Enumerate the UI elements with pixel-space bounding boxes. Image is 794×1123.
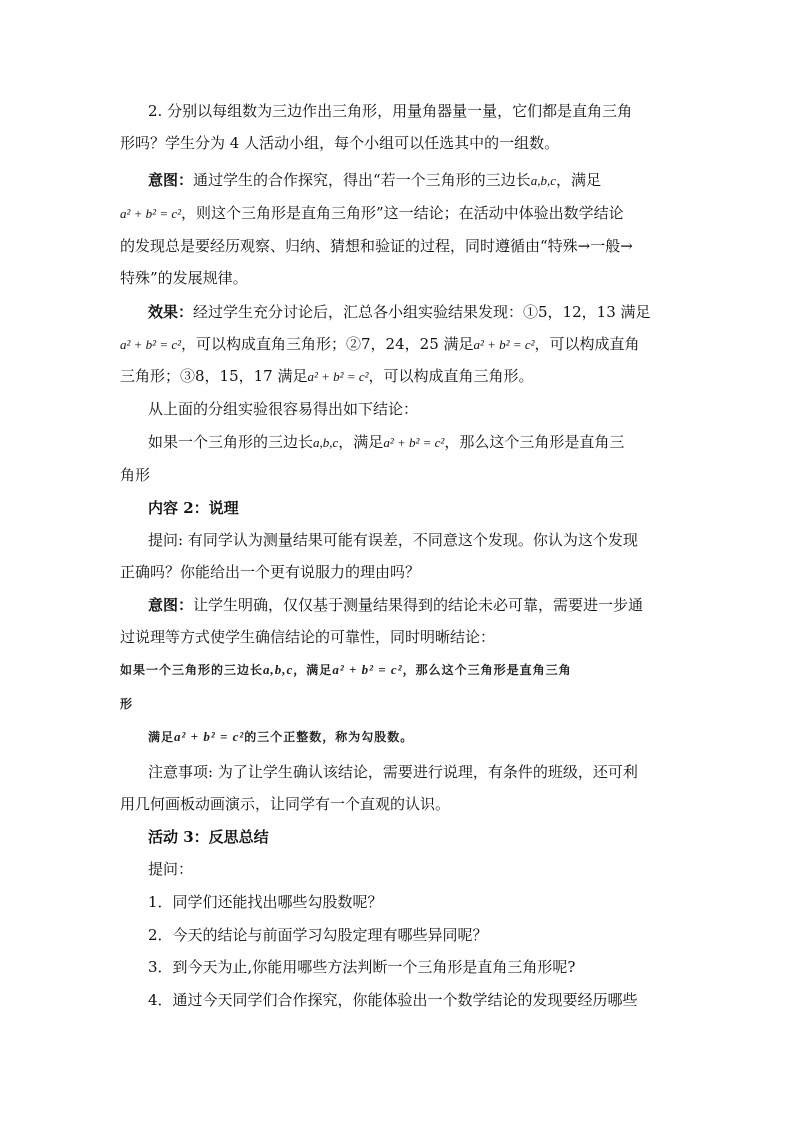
effect-text-1: 经过学生充分讨论后，汇总各小组实验结果发现：①5，12，13 满足: [193, 303, 651, 321]
handwritten-line-3: [148, 727, 413, 747]
handwritten-text-1b: ，满足: [293, 663, 333, 677]
intent1-line-4: 特殊”的发展规律。: [120, 269, 248, 287]
conclusion-math-sides: a,b,c: [313, 435, 339, 450]
intent2-line-2: 过说理等方式使学生确信结论的可靠性，同时明晰结论：: [120, 628, 496, 646]
handwritten-text-3b: 的三个正整数，称为勾股数。: [244, 730, 414, 744]
pythagoras-formula: a² + b² = c²: [473, 337, 535, 352]
intent1-line-3: 的发现总是要经历观察、归纳、猜想和验证的过程，同时遵循由“特殊→一般→: [120, 237, 633, 255]
question-item-3: 3．到今天为止,你能用哪些方法判断一个三角形是直角三角形呢?: [148, 958, 576, 976]
effect-text-2: ，可以构成直角三角形；②7，24，25 满足: [181, 335, 474, 353]
content2-heading: 内容 2：说理: [148, 499, 239, 517]
conclusion-text-1b: ，满足: [338, 433, 384, 451]
question-line-2: 正确吗？你能给出一个更有说服力的理由吗？: [120, 563, 421, 581]
effect-line-2: [120, 334, 640, 355]
pythagoras-formula: a² + b² = c²: [120, 337, 182, 352]
question-item-1: 1．同学们还能找出哪些勾股数呢？: [148, 893, 383, 911]
pythagoras-formula: a² + b² = c²: [307, 369, 369, 384]
intent2-text-1: 让学生明确，仅仅基于测量结果得到的结论未必可靠，需要进一步通: [193, 596, 644, 614]
effect-label: 效果：: [148, 303, 194, 321]
effect-line-1: [148, 302, 651, 322]
effect-text-2b: ，可以构成直角: [534, 335, 640, 353]
intent1-text-1: 通过学生的合作探究，得出“若一个三角形的三边长: [193, 171, 531, 189]
handwritten-line-2: 形: [120, 697, 134, 711]
question-item-2: 2．今天的结论与前面学习勾股定理有哪些异同呢？: [148, 926, 488, 944]
effect-text-3: 三角形；③8，15，17 满足: [120, 367, 308, 385]
note-line-2: 用几何画板动画演示，让同学有一个直观的认识。: [120, 795, 451, 813]
pythagoras-formula: a² + b² = c²: [120, 206, 182, 221]
step2-line-1: 2. 分别以每组数为三边作出三角形，用量角器量一量，它们都是直角三角: [148, 102, 633, 120]
intent1-math-sides: a,b,c: [530, 173, 556, 188]
handwritten-text-1: 如果一个三角形的三边长: [120, 663, 264, 677]
question-item-4: 4．通过今天同学们合作探究，你能体验出一个数学结论的发现要经历哪些: [148, 991, 638, 1009]
handwritten-line-1: [120, 660, 572, 680]
note-line-1: 注意事项: 为了让学生确认该结论，需要进行说理，有条件的班级，还可利: [148, 763, 638, 781]
effect-text-3b: ，可以构成直角三角形。: [368, 367, 534, 385]
intent2-line-1: [148, 595, 643, 615]
handwritten-text-3: 满足: [148, 730, 175, 744]
intent1-text-2: ，则这个三角形是直角三角形”这一结论；在活动中体验出数学结论: [181, 204, 624, 222]
conclusion-text-1c: ，那么这个三角形是直角三: [444, 433, 625, 451]
question-line-1: 提问: 有同学认为测量结果可能有误差，不同意这个发现。你认为这个发现: [148, 531, 638, 549]
intent1-line-2: [120, 203, 624, 224]
conclusion-intro: 从上面的分组实验很容易得出如下结论：: [148, 400, 419, 418]
conclusion-line-1: [148, 432, 624, 453]
activity3-heading: 活动 3：反思总结: [148, 828, 269, 846]
ask-label: 提问：: [148, 860, 194, 878]
conclusion-line-2: 角形: [120, 466, 151, 484]
conclusion-text-1: 如果一个三角形的三边长: [148, 433, 314, 451]
intent1-label: 意图：: [148, 171, 194, 189]
pythagoras-formula: a² + b² = c²: [332, 662, 403, 677]
intent1-line-1: [148, 170, 601, 191]
intent2-label: 意图：: [148, 596, 194, 614]
handwritten-math-sides: a,b,c: [263, 662, 294, 677]
intent1-tail-1: ，满足: [555, 171, 601, 189]
effect-line-3: [120, 366, 534, 387]
pythagoras-formula: a² + b² = c²: [383, 435, 445, 450]
pythagoras-formula: a² + b² = c²: [174, 729, 245, 744]
step2-line-2: 形吗？学生分为 4 人活动小组，每个小组可以任选其中的一组数。: [120, 134, 560, 152]
handwritten-text-1c: ，那么这个三角形是直角三角: [402, 663, 572, 677]
